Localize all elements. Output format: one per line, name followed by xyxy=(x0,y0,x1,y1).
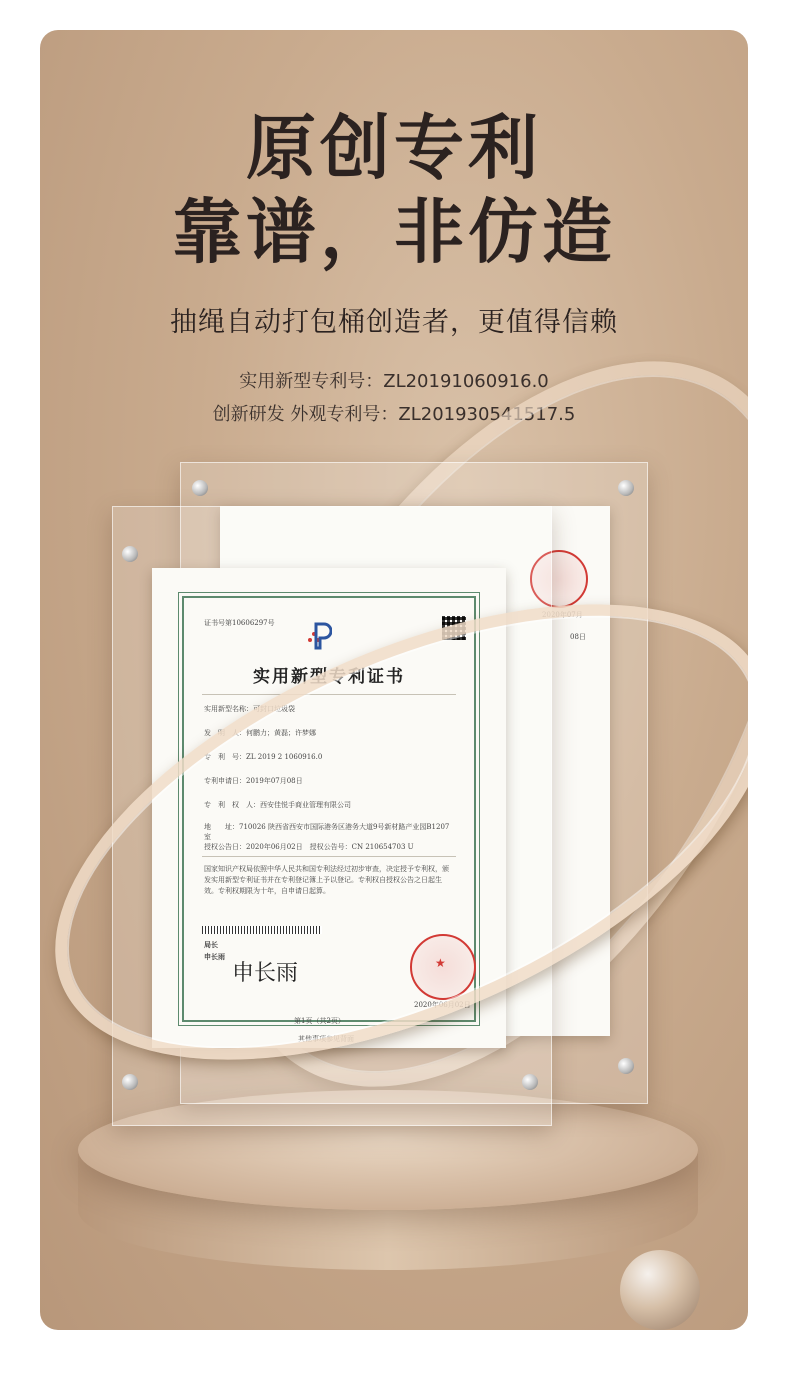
page-number: 第1页（共2页） xyxy=(294,1017,345,1025)
screw-icon xyxy=(618,480,634,496)
screw-icon xyxy=(122,546,138,562)
field-patent-no: 专 利 号：ZL 2019 2 1060916.0 xyxy=(204,753,323,761)
display-stage xyxy=(40,30,748,1330)
national-seal-icon: ★ xyxy=(410,934,476,1000)
screw-icon xyxy=(522,1074,538,1090)
signature-name: 申长雨 xyxy=(204,952,225,961)
patent-office-logo-icon xyxy=(302,620,332,650)
product-banner xyxy=(40,30,748,1330)
certificate-title: 实用新型专利证书 xyxy=(253,667,405,687)
certificate-body: 国家知识产权局依照中华人民共和国专利法经过初步审查，决定授予专利权，颁发实用新型专利证书并在专利登记簿上予以登记。专利权自授权公告之日起生效。专利权期限为十年，自申请日起算。 xyxy=(204,865,449,895)
seal-date: 2020年06月02日 xyxy=(414,1001,471,1009)
design-patent-number: 创新研发 外观专利号：ZL201930541517.5 xyxy=(212,404,576,425)
field-name: 实用新型名称：可封口垃圾袋 xyxy=(204,705,295,713)
screw-icon xyxy=(192,480,208,496)
screw-icon xyxy=(122,1074,138,1090)
field-address: 地 址：710026 陕西省西安市国际港务区港务大道9号新材路产业园B1207室 xyxy=(204,823,450,841)
screw-icon xyxy=(618,1058,634,1074)
back-date: 2020年07月 xyxy=(542,611,583,619)
field-owner: 专 利 权 人：西安佳悦手商业管理有限公司 xyxy=(204,801,351,809)
signature-title: 局长 xyxy=(204,940,218,949)
field-grant: 授权公告日：2020年06月02日 授权公告号：CN 210654703 U xyxy=(204,843,414,851)
field-inventor: 发 明 人：何鹏力；黄磊；许梦娜 xyxy=(204,729,316,737)
headline-line2: 靠谱，非仿造 xyxy=(172,191,616,273)
glass-sphere xyxy=(620,1250,700,1330)
certificate-number: 证书号第10606297号 xyxy=(204,619,275,627)
back-date-suffix: 08日 xyxy=(570,633,586,641)
handwritten-signature: 申长雨 xyxy=(232,961,299,986)
headline-line1: 原创专利 xyxy=(246,107,542,189)
footer-note: 其他事项参见背面 xyxy=(298,1035,354,1043)
field-date: 专利申请日：2019年07月08日 xyxy=(204,777,303,785)
utility-patent-number: 实用新型专利号：ZL20191060916.0 xyxy=(239,371,549,392)
subtitle: 抽绳自动打包桶创造者，更值得信赖 xyxy=(170,307,618,338)
